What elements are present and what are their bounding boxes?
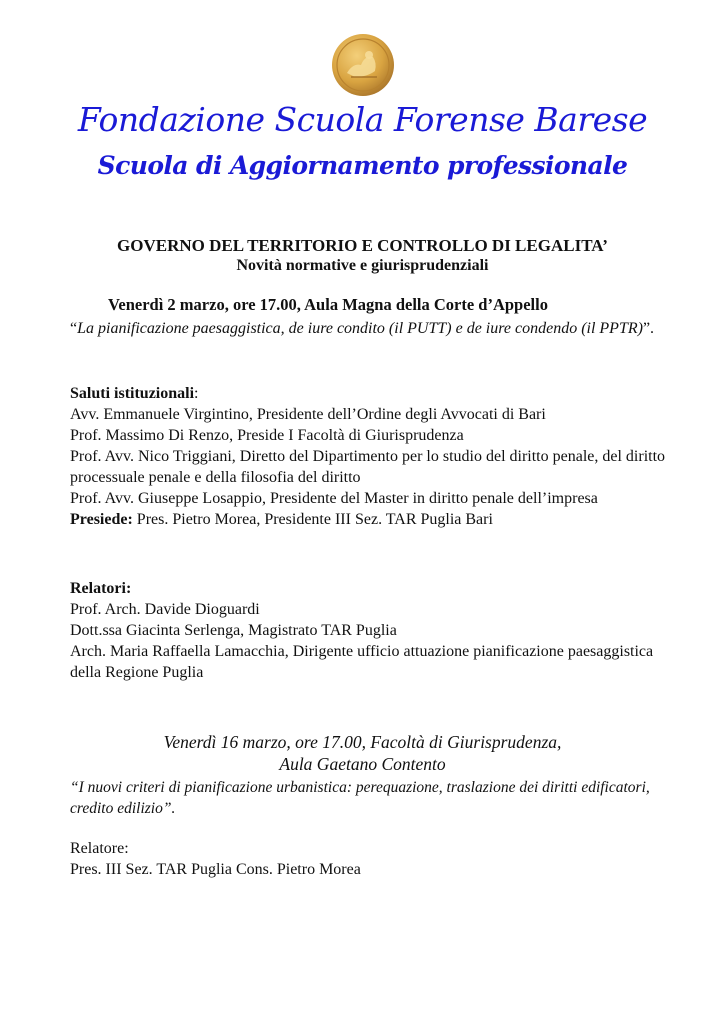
foundation-seal-logo — [331, 33, 395, 97]
saluti-section — [70, 383, 670, 530]
saluti-item: Avv. Emmanuele Virgintino, Presidente dell’Ordine degli Avvocati di Bari — [70, 406, 546, 423]
saluti-item: Prof. Massimo Di Renzo, Preside I Facoltà di Giurisprudenza — [70, 427, 464, 444]
session2-date-line1: Venerdì 16 marzo, ore 17.00, Facoltà di Giurisprudenza, — [163, 732, 562, 752]
presiede-label: Presiede: — [70, 511, 133, 528]
session1-topic — [70, 318, 670, 339]
saluti-item: Prof. Avv. Giuseppe Losappio, Presidente del Master in diritto penale dell’impresa — [70, 490, 598, 507]
relatore-item: Arch. Maria Raffaella Lamacchia, Dirigente ufficio attuazione pianificazione paesaggistica della Regione Puglia — [70, 643, 654, 681]
session1-topic-text: La pianificazione paesaggistica, de iure condito (il PUTT) e de iure condendo (il PPTR) — [77, 320, 643, 337]
relatori-section — [70, 578, 670, 683]
school-subtitle: Scuola di Aggiornamento professionale — [97, 151, 628, 180]
foundation-title: Fondazione Scuola Forense Barese — [77, 100, 648, 139]
saluti-item: Prof. Avv. Nico Triggiani, Diretto del Dipartimento per lo studio del diritto penale, del diritto processuale penale e della filosofia del diritto — [70, 448, 666, 486]
session2-relatore: Pres. III Sez. TAR Puglia Cons. Pietro Morea — [70, 861, 361, 878]
saluti-heading — [70, 383, 670, 404]
session2-relatore-label: Relatore: — [70, 840, 129, 857]
session2-relatore-section — [70, 838, 670, 880]
session2-topic: “I nuovi criteri di pianificazione urbanistica: perequazione, traslazione dei diritti edificatori, credito edilizio”. — [70, 779, 650, 817]
relatore-item: Prof. Arch. Davide Dioguardi — [70, 601, 260, 618]
quote-open: “ — [70, 320, 78, 337]
quote-close: ”. — [642, 320, 655, 337]
saluti-colon: : — [194, 385, 199, 402]
presiede-line — [70, 509, 670, 530]
saluti-label: Saluti istituzionali — [70, 385, 195, 402]
relatore-item: Dott.ssa Giacinta Serlenga, Magistrato TAR Puglia — [70, 622, 397, 639]
session2-date-line2: Aula Gaetano Contento — [279, 754, 446, 774]
relatori-label: Relatori: — [70, 580, 132, 597]
event-title: GOVERNO DEL TERRITORIO E CONTROLLO DI LEGALITA’ — [117, 236, 608, 255]
presiede-text: Pres. Pietro Morea, Presidente III Sez. TAR Puglia Bari — [132, 511, 493, 528]
session2-date — [0, 731, 725, 775]
event-subtitle: Novità normative e giurisprudenziali — [236, 257, 489, 274]
session1-date: Venerdì 2 marzo, ore 17.00, Aula Magna della Corte d’Appello — [108, 295, 548, 314]
